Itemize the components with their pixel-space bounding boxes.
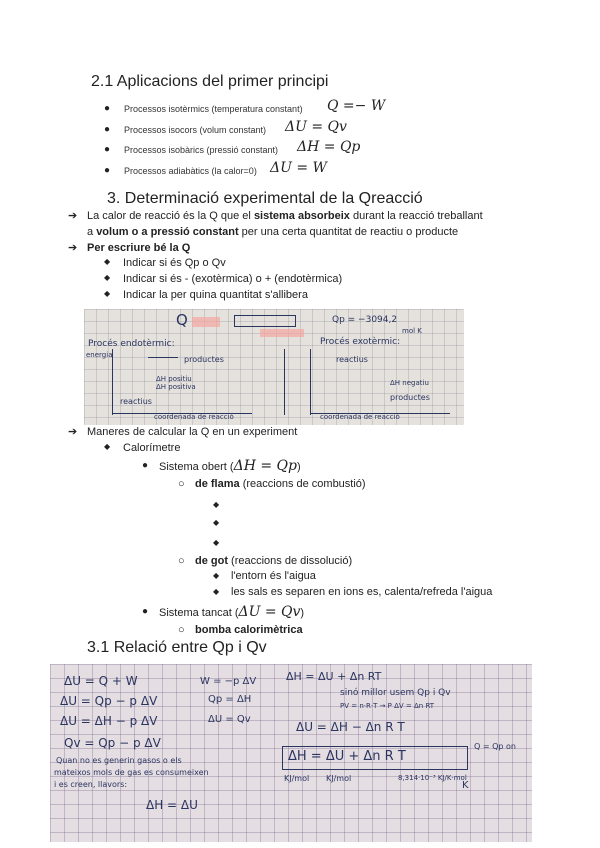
section-title-2-1: 2.1 Aplicacions del primer principi — [91, 73, 329, 90]
paragraph-heat-definition-cont: a volum o a pressió constant per una certa quantitat de reactiu o producte — [87, 226, 459, 238]
glass-label: de got (reaccions de dissolució) — [195, 555, 353, 567]
handwritten-diagram-photo: Q Qp = −3094,2 mol K Procés endotèrmic: Procés exotèrmic: energia productes reactius ΔH positiu ΔH positiva reactius ΔH negatiu productes coordenada de reacció coordenada de reacció — [84, 309, 464, 425]
item-text: Processos adiabàtics (la calor=0) — [124, 166, 257, 176]
circle-bullet-icon: ○ — [178, 624, 185, 636]
item-formula: ΔU = W — [270, 160, 327, 176]
item-text: Processos isocors (volum constant) — [124, 125, 267, 135]
arrow-icon: ➔ — [68, 242, 78, 254]
arrow-icon: ➔ — [68, 210, 78, 222]
paragraph-methods: Maneres de calcular la Q en un experiment — [87, 426, 298, 438]
diamond-bullet-icon: ◆ — [213, 500, 220, 509]
handwritten-derivation-photo: ΔU = Q + W ΔU = Qp − p ΔV ΔU = ΔH − p ΔV Qv = Qp − p ΔV W = −p ΔV Qp = ΔH ΔU = Qv ΔH = ΔU + Δn RT sinó millor usem Qp i Qv PV = n·R·T → P ΔV = Δn RT ΔU = ΔH − Δn R T ΔH = ΔU + Δn R T Q = Qp on Quan no es generin gasos o els mateixos mols de gas es consumeixen i es creen, llavors: ΔH = ΔU KJ/mol KJ/mol 8,314·10⁻³ KJ/K·mol K — [50, 664, 532, 842]
sub-item: Indicar si és Qp o Qv — [123, 257, 226, 269]
bullet-icon: ● — [142, 606, 149, 617]
bullet-icon: ● — [104, 124, 111, 135]
section-title-3-1: 3.1 Relació entre Qp i Qv — [87, 639, 267, 656]
diamond-bullet-icon: ◆ — [213, 518, 220, 527]
diamond-bullet-icon: ◆ — [104, 257, 111, 266]
bullet-icon: ● — [104, 144, 111, 155]
sub-item: Indicar si és - (exotèrmica) o + (endotèrmica) — [123, 273, 343, 285]
circle-bullet-icon: ○ — [178, 478, 185, 490]
item-formula: ΔU = Qv — [285, 119, 347, 135]
bullet-icon: ● — [104, 103, 111, 114]
sub-item: Indicar la per quina quantitat s'allibera — [123, 289, 308, 301]
item-text: Processos isobàrics (pressió constant) — [124, 145, 279, 155]
bullet-icon: ● — [104, 165, 111, 176]
open-system-label: Sistema obert (ΔH = Qp) — [159, 458, 301, 474]
diamond-bullet-icon: ◆ — [104, 289, 111, 298]
diamond-bullet-icon: ◆ — [213, 571, 220, 580]
flame-label: de flama (reaccions de combustió) — [195, 478, 366, 490]
diamond-bullet-icon: ◆ — [104, 442, 111, 451]
glass-item: les sals es separen en ions es, calenta/refreda l'aigua — [231, 586, 493, 598]
item-formula: ΔH = Qp — [297, 139, 361, 155]
diamond-bullet-icon: ◆ — [213, 587, 220, 596]
diamond-bullet-icon: ◆ — [104, 273, 111, 282]
glass-item: l'entorn és l'aigua — [231, 570, 316, 582]
paragraph-write-q: Per escriure bé la Q — [87, 242, 191, 254]
diamond-bullet-icon: ◆ — [213, 538, 220, 547]
bomb-calorimeter-label: bomba calorimètrica — [195, 624, 303, 636]
section-title-3: 3. Determinació experimental de la Qreacció — [107, 190, 423, 207]
paragraph-heat-definition: La calor de reacció és la Q que el sistema absorbeix durant la reacció treballant — [87, 210, 483, 222]
calorimeter-label: Calorímetre — [123, 442, 181, 454]
item-formula: Q =− W — [327, 98, 386, 114]
item-text: Processos isotèrmics (temperatura constant) — [124, 104, 303, 114]
closed-system-label: Sistema tancat (ΔU = Qv) — [159, 604, 305, 620]
circle-bullet-icon: ○ — [178, 555, 185, 567]
arrow-icon: ➔ — [68, 426, 78, 438]
bullet-icon: ● — [142, 460, 149, 471]
